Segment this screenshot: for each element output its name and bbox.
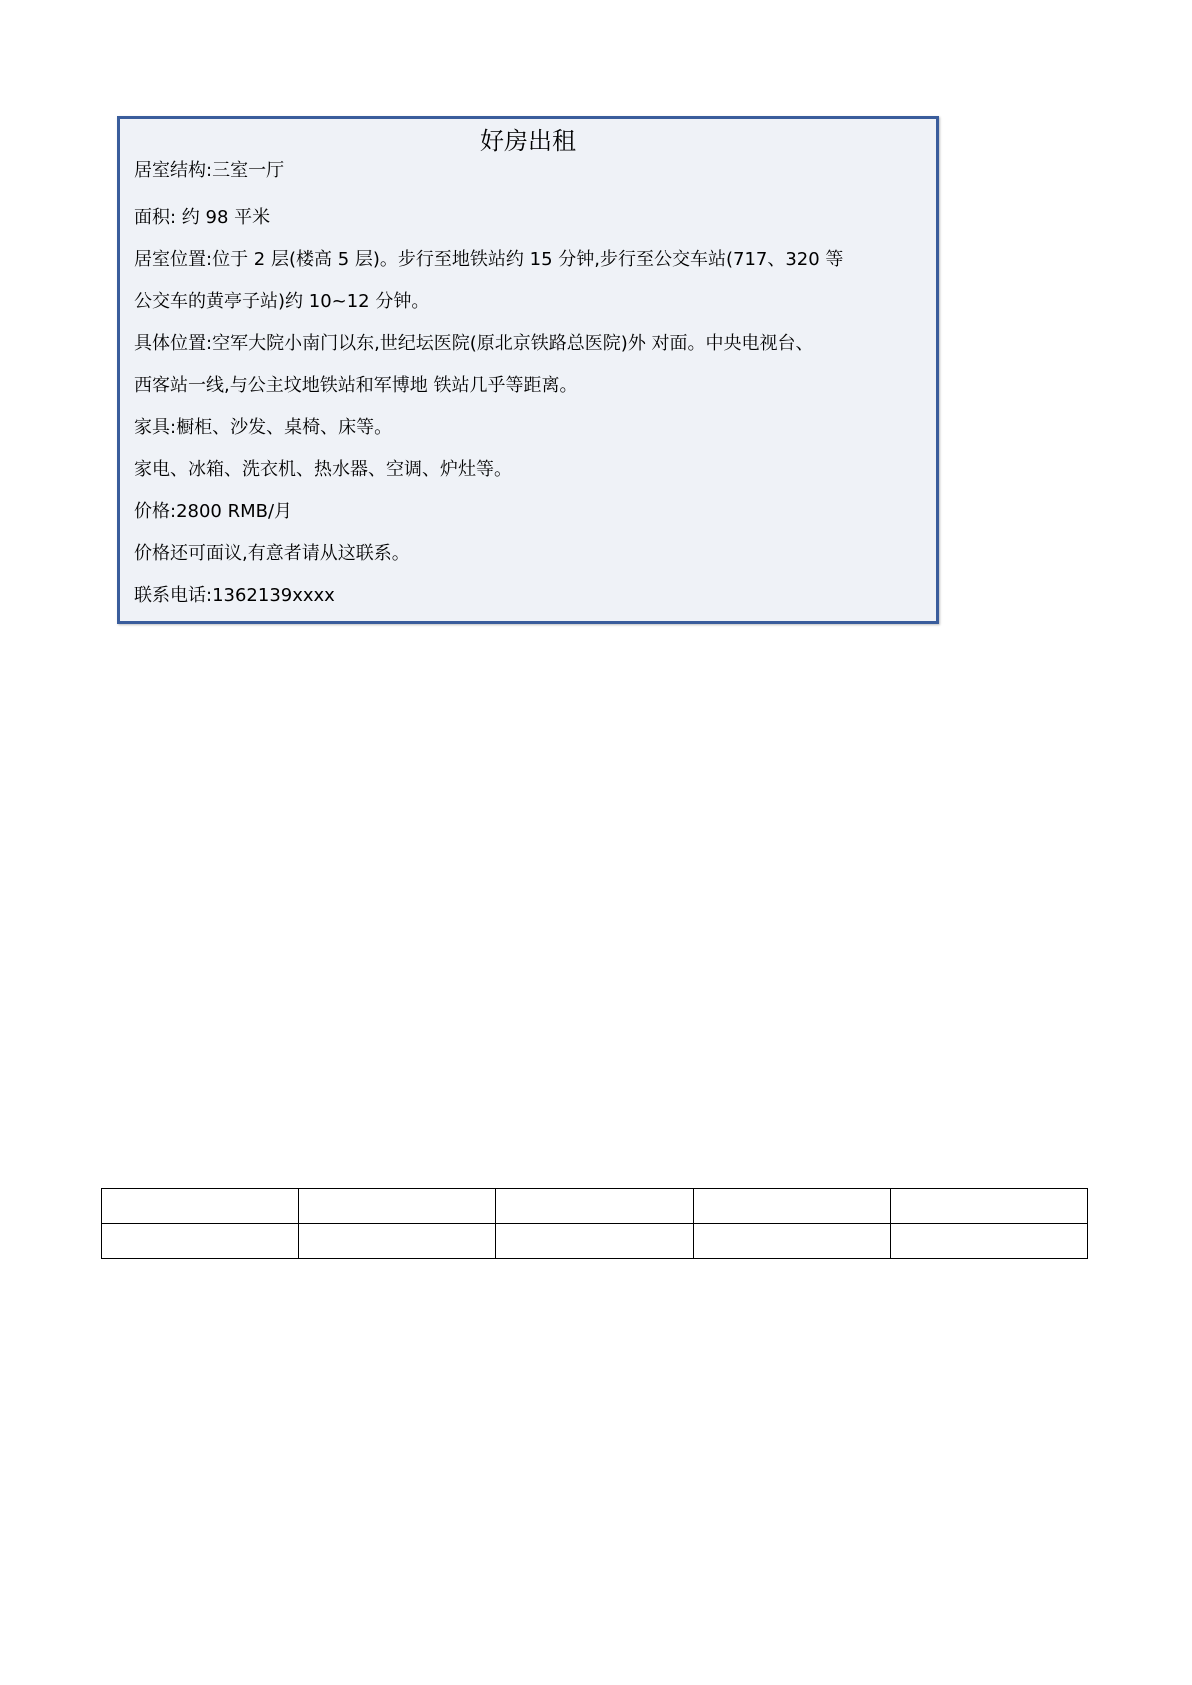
notice-line-area: 面积: 约 98 平米 bbox=[134, 207, 271, 228]
table-row bbox=[102, 1224, 1088, 1259]
notice-line-location-cont: 公交车的黄亭子站)约 10~12 分钟。 bbox=[134, 291, 430, 312]
table-cell bbox=[299, 1224, 496, 1259]
notice-lines bbox=[134, 159, 922, 617]
notice-line-phone: 联系电话:1362139xxxx bbox=[134, 585, 335, 606]
notice-line-address: 具体位置:空军大院小南门以东,世纪坛医院(原北京铁路总医院)外 对面。中央电视台、 bbox=[134, 333, 814, 354]
table-cell bbox=[299, 1189, 496, 1224]
rental-notice-box bbox=[117, 116, 939, 624]
table-row bbox=[102, 1189, 1088, 1224]
empty-grid-table bbox=[101, 1188, 1088, 1259]
table-cell bbox=[890, 1224, 1087, 1259]
table-cell bbox=[693, 1224, 890, 1259]
notice-title: 好房出租 bbox=[480, 127, 576, 155]
table-cell bbox=[496, 1224, 693, 1259]
notice-line-layout: 居室结构:三室一厅 bbox=[134, 160, 285, 181]
notice-line-price: 价格:2800 RMB/月 bbox=[134, 501, 293, 522]
notice-line-appliances: 家电、冰箱、洗衣机、热水器、空调、炉灶等。 bbox=[134, 459, 512, 480]
table-cell bbox=[102, 1189, 299, 1224]
table-cell bbox=[890, 1189, 1087, 1224]
notice-line-location: 居室位置:位于 2 层(楼高 5 层)。步行至地铁站约 15 分钟,步行至公交车站(717、320 等 bbox=[134, 249, 844, 270]
table-cell bbox=[693, 1189, 890, 1224]
table-cell bbox=[102, 1224, 299, 1259]
notice-line-negotiable: 价格还可面议,有意者请从这联系。 bbox=[134, 543, 410, 564]
table-cell bbox=[496, 1189, 693, 1224]
notice-line-address-cont: 西客站一线,与公主坟地铁站和军博地 铁站几乎等距离。 bbox=[134, 375, 578, 396]
notice-line-furniture: 家具:橱柜、沙发、桌椅、床等。 bbox=[134, 417, 393, 438]
